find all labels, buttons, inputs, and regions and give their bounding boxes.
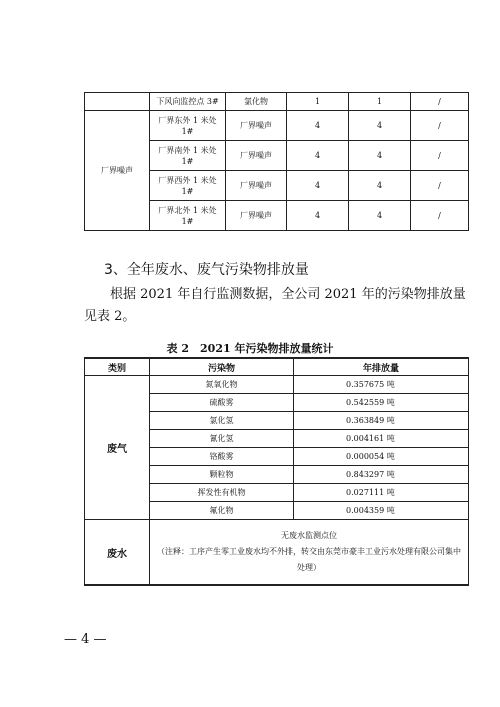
- monitoring-table: [84, 92, 469, 231]
- amount-cell: 0.357675 吨: [294, 376, 469, 394]
- table-cell: [150, 111, 226, 141]
- pollutant-cell: 铬酸雾: [150, 448, 294, 466]
- pollutant-cell: 氯化氢: [150, 412, 294, 430]
- table-cell: 4: [287, 141, 349, 171]
- table-cell: 厂界噪声: [226, 141, 287, 171]
- table-cell: 4: [349, 201, 411, 231]
- point-line-b: 1#: [181, 156, 194, 166]
- amount-cell: 0.542559 吨: [294, 394, 469, 412]
- amount-cell: 0.027111 吨: [294, 484, 469, 502]
- wastewater-status: 无废水监测点位: [281, 531, 337, 540]
- pollutant-cell: 氮氧化物: [150, 376, 294, 394]
- wastewater-note: （注释：工序产生零工业废水均不外排，转交由东莞市豪丰工业污水处理有限公司集中处理）: [157, 547, 461, 572]
- point-line-a: 厂界西外 1 米处: [158, 175, 217, 185]
- table-cell: [150, 141, 226, 171]
- pollutant-cell: 硫酸雾: [150, 394, 294, 412]
- section-heading: 3、全年废水、废气污染物排放量: [104, 262, 309, 278]
- amount-cell: 0.363849 吨: [294, 412, 469, 430]
- table-cell: 4: [349, 141, 411, 171]
- pollutant-cell: 氟化物: [150, 502, 294, 520]
- table-cell: 1: [287, 93, 349, 111]
- column-header-category: 类别: [85, 358, 150, 376]
- table-cell: /: [411, 201, 469, 231]
- point-line-a: 厂界南外 1 米处: [158, 145, 217, 155]
- table-cell: 4: [349, 111, 411, 141]
- pollutant-cell: 氰化氢: [150, 430, 294, 448]
- table-row: [85, 93, 469, 111]
- table-caption: 表 2 2021 年污染物排放量统计: [166, 342, 334, 355]
- amount-cell: 0.004359 吨: [294, 502, 469, 520]
- table-cell: [150, 201, 226, 231]
- table-cell: /: [411, 111, 469, 141]
- amount-cell: 0.843297 吨: [294, 466, 469, 484]
- table-cell: 下风向监控点 3#: [150, 93, 226, 111]
- table-cell: [150, 171, 226, 201]
- table-cell: [85, 93, 150, 111]
- point-line-b: 1#: [181, 186, 194, 196]
- table-cell: 厂界噪声: [226, 111, 287, 141]
- table-cell: 4: [287, 201, 349, 231]
- group-label-cell: 厂界噪声: [85, 111, 150, 231]
- pollutant-cell: 挥发性有机物: [150, 484, 294, 502]
- table-row: [85, 520, 469, 586]
- column-header-pollutant: 污染物: [150, 358, 294, 376]
- table-cell: 4: [349, 171, 411, 201]
- page-number: — 4 —: [64, 632, 107, 647]
- point-line-a: 厂界北外 1 米处: [158, 205, 217, 215]
- emission-table: [84, 357, 469, 586]
- table-cell: 厂界噪声: [226, 201, 287, 231]
- table-row: [85, 111, 469, 141]
- table-cell: /: [411, 93, 469, 111]
- point-line-b: 1#: [181, 216, 194, 226]
- column-header-amount: 年排放量: [294, 358, 469, 376]
- table-row: [85, 376, 469, 394]
- amount-cell: 0.000054 吨: [294, 448, 469, 466]
- table-cell: 氯化物: [226, 93, 287, 111]
- body-paragraph: 根据 2021 年自行监测数据，全公司 2021 年的污染物排放量见表 2。: [84, 287, 466, 324]
- point-line-a: 厂界东外 1 米处: [158, 115, 217, 125]
- pollutant-cell: 颗粒物: [150, 466, 294, 484]
- point-line-b: 1#: [181, 126, 194, 136]
- category-cell-gas: 废气: [85, 376, 150, 520]
- table-cell: 4: [287, 111, 349, 141]
- table-cell: /: [411, 141, 469, 171]
- amount-cell: 0.004161 吨: [294, 430, 469, 448]
- table-cell: 1: [349, 93, 411, 111]
- table-cell: 4: [287, 171, 349, 201]
- wastewater-note-cell: [150, 520, 469, 586]
- table-header-row: [85, 358, 469, 376]
- table-cell: /: [411, 171, 469, 201]
- table-cell: 厂界噪声: [226, 171, 287, 201]
- category-cell-water: 废水: [85, 520, 150, 586]
